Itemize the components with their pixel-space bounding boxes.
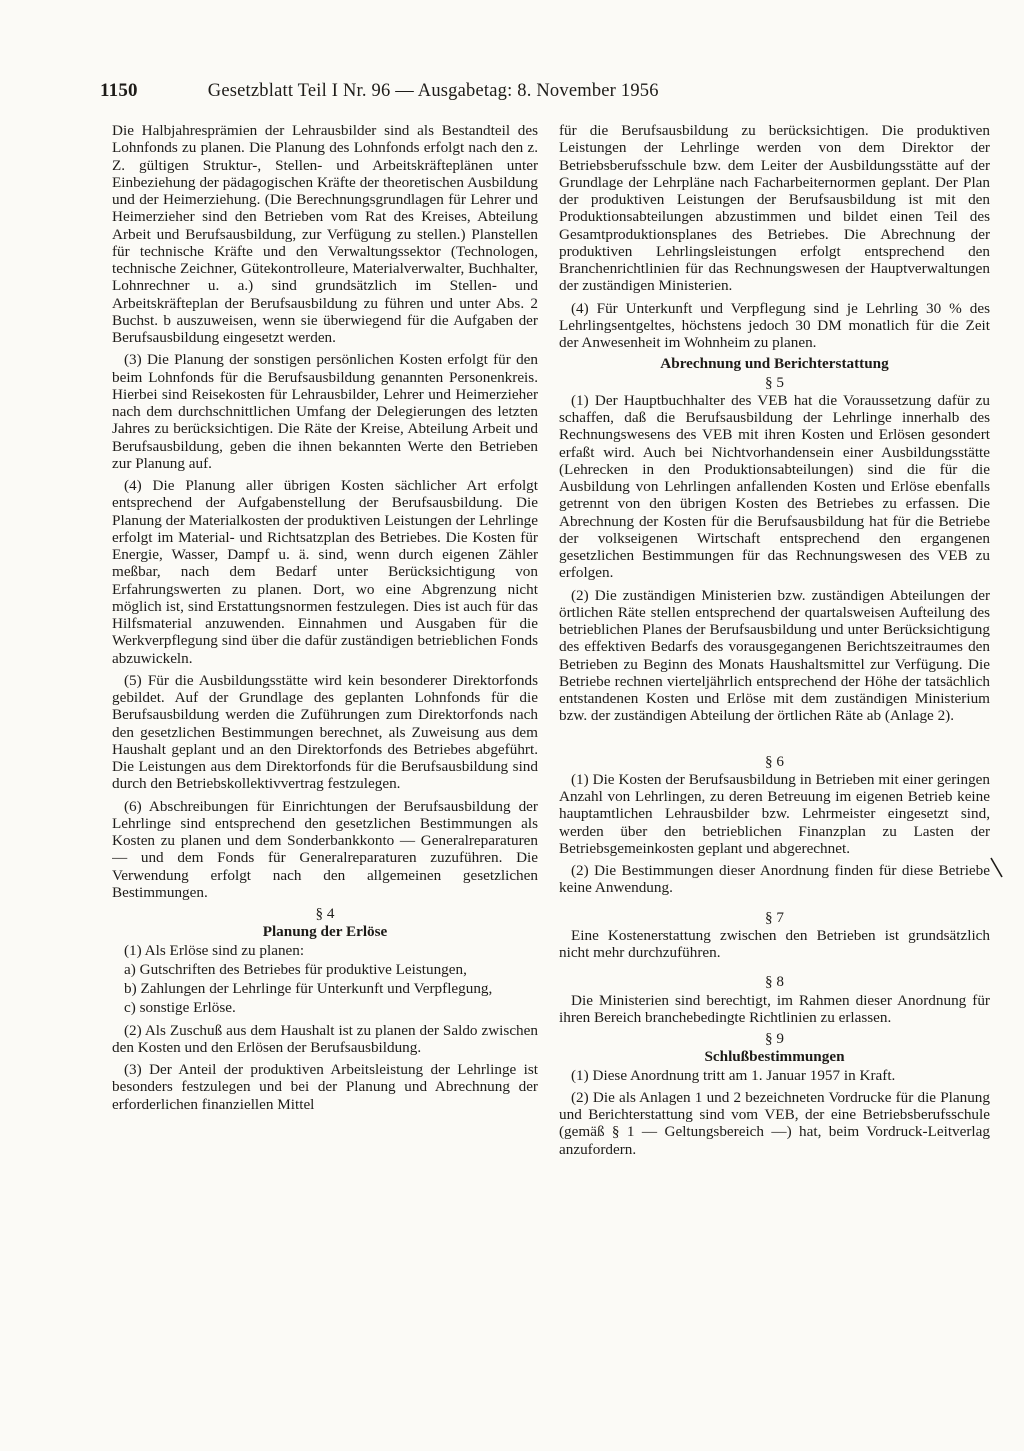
section-5-paragraph-1: (1) Der Hauptbuchhalter des VEB hat die Voraussetzung dafür zu schaffen, daß die Berufsausbildung der Lehrlinge innerhalb des Rechnungswesens des VEB mit ihren Kosten und Erlösen gesondert erfaßt wird. Auch bei Nichtvorhandensein einer Ausbildungsstätte (Lehrecken in den Produktionsabteilungen) sind die für die Ausbildung von Lehrlingen anfallenden Kosten und Erlöse ebenfalls getrennt von den übrigen Kosten des Betriebes zu erfassen. Die Abrechnung der Kosten für die Berufsausbildung hat für die Betriebe der volkseigenen Wirtschaft entsprechend den ergangenen gesetzlichen Bestimmungen für das Rechnungswesen des VEB zu erfolgen. [559, 391, 990, 582]
section-6-sign: § 6 [765, 752, 784, 770]
section-9-heading: Schlußbestimmungen [704, 1048, 845, 1066]
section-9-paragraph-1: (1) Diese Anordnung tritt am 1. Januar 1957 in Kraft. [571, 1066, 896, 1084]
list-item-a: a) Gutschriften des Betriebes für produktive Leistungen, [124, 960, 467, 978]
section-8-paragraph: Die Ministerien sind berechtigt, im Rahmen dieser Anordnung für ihren Bereich branchebedingte Richtlinien zu erlassen. [559, 991, 990, 1026]
right-column [559, 122, 990, 1158]
section-8-sign: § 8 [765, 973, 784, 991]
paragraph-4-saechliche-kosten: (4) Die Planung aller übrigen Kosten sächlicher Art erfolgt entsprechend der Aufgabenstellung der Berufsausbildung. Die Planung der Materialkosten der produktiven Leistungen der Lehrlinge erfolgt im Material- und Richtsatzplan des Betriebes. Die Kosten für Energie, Wasser, Dampf u. ä. sind, wenn durch eigenen Zähler meßbar, nach dem Bedarf unter Berücksichtigung von Erfahrungswerten zu planen. Dort, wo eine Abgrenzung nicht möglich ist, sind Erstattungsnormen festzulegen. Dies ist auch für das Hilfsmaterial anzuwenden. Einnahmen und Ausgaben für die Werkverpflegung sind über die dafür zuständigen betrieblichen Fonds abzuwickeln. [112, 477, 538, 667]
paragraph-3-persoenliche-kosten: (3) Die Planung der sonstigen persönlichen Kosten erfolgt für den beim Lohnfonds für die Berufsausbildung genannten Personenkreis. Hierbei sind Reisekosten für Lehrausbilder, Lehrer und Heimerzieher nach dem durchschnittlichen Umfang der Delegierungen des letzten Jahres zu berücksichtigen. Die Räte der Kreise, Abteilung Arbeit und Berufsausbildung, geben die ihnen bekannten Werte den Betrieben zur Planung auf. [112, 351, 538, 472]
paragraph-4-unterkunft: (4) Für Unterkunft und Verpflegung sind je Lehrling 30 % des Lehrlingsentgeltes, höchstens jedoch 30 DM monatlich für die Zeit der Anwesenheit im Wohnheim zu planen. [559, 299, 990, 351]
section-4-paragraph-3: (3) Der Anteil der produktiven Arbeitsleistung der Lehrlinge ist besonders festzulegen und bei der Planung und Abrechnung der erforderlichen finanziellen Mittel [112, 1061, 538, 1113]
section-4-heading: Planung der Erlöse [262, 923, 388, 941]
scan-mark-icon [989, 856, 1005, 880]
spacer [559, 725, 990, 749]
page-number: 1150 [100, 80, 138, 101]
section-4-sign: § 4 [315, 905, 335, 922]
paragraph-5-direktorfonds: (5) Für die Ausbildungsstätte wird kein besonderer Direktorfonds gebildet. Auf der Grundlage des geplanten Lohnfonds für die Berufsausbildung werden die Zuführungen zum Direktorfonds nach den gesetzlichen Bestimmungen berechnet, als Zuweisung aus dem Haushalt geplant und an den Direktorfonds des Betriebes abgeführt. Die Leistungen aus dem Direktorfonds für die Berufsausbildung sind durch den Betriebskollektivvertrag festzulegen. [112, 671, 538, 793]
section-9-paragraph-2: (2) Die als Anlagen 1 und 2 bezeichneten Vordrucke für die Planung und Berichterstattung sind vom VEB, der eine Betriebsberufsschule (gemäß § 1 — Geltungsbereich —) hat, beim Vordruck-Leitverlag anzufordern. [559, 1088, 990, 1158]
paragraph-produktive-leistungen: für die Berufsausbildung zu berücksichtigen. Die produktiven Leistungen der Lehrlinge werden von dem Direktor der Betriebsberufsschule bzw. dem Leiter der Ausbildungsstätte auf der Grundlage der Lehrpläne nach Facharbeiternormen geplant. Der Plan der produktiven Leistungen der Berufsausbildung ist mit den Produktionsabteilungen abzustimmen und bildet einen Teil des Gesamtproduktionsplanes des Betriebes. Die Abrechnung der produktiven Lehrlingsleistungen erfolgt entsprechend den Branchenrichtlinien für das Rechnungswesen der Hauptverwaltungen der zuständigen Ministerien. [559, 122, 990, 295]
section-9-sign: § 9 [765, 1030, 784, 1047]
section-5-sign: § 5 [765, 373, 784, 391]
section-7-sign: § 7 [765, 908, 784, 926]
page-header [100, 80, 800, 102]
paragraph-6-abschreibungen: (6) Abschreibungen für Einrichtungen der Berufsausbildung der Lehrlinge sind entsprechend den gesetzlichen Bestimmungen als Kosten zu planen und dem Sonderbankkonto — Generalreparaturen — und dem Fonds für Generalreparaturen zuzuführen. Die Verwendung erfolgt nach den allgemeinen gesetzlichen Bestimmungen. [112, 797, 538, 901]
left-column [112, 122, 538, 1113]
paragraph-lohnfonds: Die Halbjahresprämien der Lehrausbilder sind als Bestandteil des Lohnfonds zu planen. Die Planung des Lohnfonds erfolgt nach den z. Z. gültigen Struktur-, Stellen- und Arbeitskräfteplänen unter Einbeziehung der pädagogischen Kräfte der theoretischen Ausbildung und der Heimerziehung. (Die Berechnungsgrundlagen für Lehrer und Heimerzieher sind den Betrieben vom Rat des Kreises, Abteilung Arbeit und Berufsausbildung, zur Verfügung zu stellen.) Planstellen für technische Kräfte und den Verwaltungssektor (Technologen, technische Zeichner, Gütekontrolleure, Materialverwalter, Buchhalter, Lohnrechner u. a.) sind grundsätzlich im Stellen- und Arbeitskräfteplan der Berufsausbildung zu führen und unter Abs. 2 Buchst. b auszuweisen, wenn sie überwiegend für die Aufgaben der Berufsausbildung eingesetzt werden. [112, 122, 538, 346]
list-item-b: b) Zahlungen der Lehrlinge für Unterkunft und Verpflegung, [124, 980, 493, 997]
abrechnung-heading: Abrechnung und Berichterstattung [660, 355, 889, 373]
section-5-paragraph-2: (2) Die zuständigen Ministerien bzw. zuständigen Abteilungen der örtlichen Räte stellen entsprechend der quartalsweisen Aufteilung des betrieblichen Planes der Berufsausbildung und unter Berücksichtigung des effektiven Bedarfs des vorausgegangenen Berichtszeitraumes den Betrieben zu Beginn des Monats Haushaltsmittel zur Verfügung. Die Betriebe rechnen vierteljährlich entsprechend der Höhe der tatsächlich entstandenen Kosten und Erlöse mit dem zuständigen Ministerium bzw. der zuständigen Abteilung der örtlichen Räte ab (Anlage 2). [559, 586, 990, 725]
section-7-paragraph: Eine Kostenerstattung zwischen den Betrieben ist grundsätzlich nicht mehr durchzuführen. [559, 926, 990, 961]
section-6-paragraph-2: (2) Die Bestimmungen dieser Anordnung finden für diese Betriebe keine Anwendung. [559, 862, 990, 897]
section-4-paragraph-2: (2) Als Zuschuß aus dem Haushalt ist zu planen der Saldo zwischen den Kosten und den Erlösen der Berufsausbildung. [112, 1021, 538, 1056]
section-4-paragraph-1: (1) Als Erlöse sind zu planen: [124, 941, 305, 959]
gazette-issue-title: Gesetzblatt Teil I Nr. 96 — Ausgabetag: 8. November 1956 [207, 81, 659, 101]
list-item-c: c) sonstige Erlöse. [124, 999, 236, 1017]
section-6-paragraph-1: (1) Die Kosten der Berufsausbildung in Betrieben mit einer geringen Anzahl von Lehrlingen, zu deren Betreuung im eigenen Betrieb keine hauptamtlichen Lehrausbilder bzw. Lehrmeister eingesetzt sind, werden über den betrieblichen Finanzplan zu Lasten der Betriebsgemeinkosten geplant und abgerechnet. [559, 770, 990, 857]
